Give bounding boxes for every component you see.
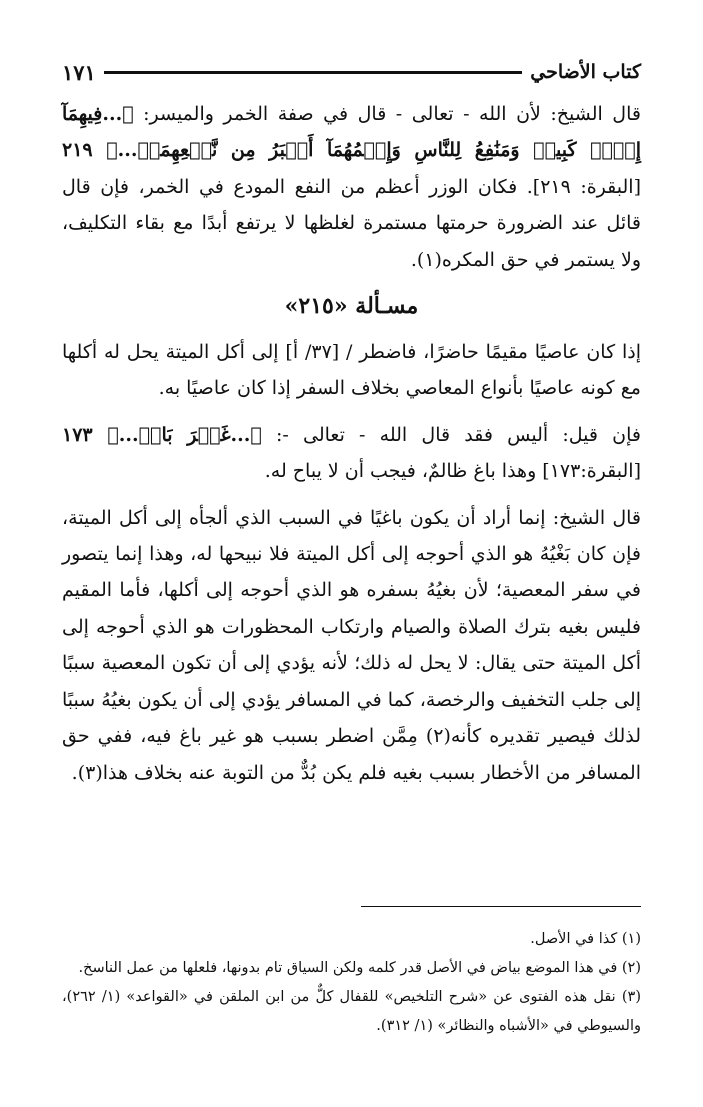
footnote-3: (٣) نقل هذه الفتوى عن «شرح التلخيص» للقفال كلٌّ من ابن الملقن في «القواعد» (١/ ٢٦٢)، والسيوطي في «الأشباه والنظائر» (١/ ٣١٢). [62, 989, 641, 1034]
page-number: ١٧١ [62, 59, 96, 85]
paragraph-gap-2 [62, 490, 641, 500]
paragraph-1-rest: [البقرة: ٢١٩]. فكان الوزر أعظم من النفع المودع في الخمر، فإن قال قائل عند الضرورة حرمتها مستمرة لغلظها لا يرتفع أبدًا مع بقاء التكليف، ولا يستمر في حق المكره(١). [62, 175, 641, 271]
header-rule [104, 71, 522, 74]
footnote-1: (١) كذا في الأصل. [530, 931, 641, 947]
paragraph-2: إذا كان عاصيًا مقيمًا حاضرًا، فاضطر / [٣٧/ أ] إلى أكل الميتة يحل له أكلها مع كونه عاصيًا بأنواع المعاصي بخلاف السفر إذا كان عاصيًا به. [62, 341, 641, 400]
paragraph-3 [62, 417, 641, 490]
footnotes [62, 925, 641, 1041]
footnote-separator [361, 906, 641, 907]
quran-verse-2: ﴿...غَيۡرَ بَاغٖ...﴾ ١٧٣ [62, 423, 262, 446]
running-header [62, 56, 641, 88]
footnote-2: (٢) في هذا الموضع بياض في الأصل قدر كلمه ولكن السياق تام بدونها، فلعلها من عمل الناسخ. [78, 960, 641, 976]
quran-verse-1: ﴿...فِيهِمَآ إِثۡمٞ كَبِيرٞ وَمَنَٰفِعُ لِلنَّاسِ وَإِثۡمُهُمَآ أَكۡبَرُ مِن نَّفۡعِهِمَاۗ...﴾ ٢١٩ [62, 103, 641, 162]
paragraph-3-rest: [البقرة:١٧٣] وهذا باغ ظالمٌ، فيجب أن لا يباح له. [264, 460, 641, 483]
paragraph-gap [62, 407, 641, 417]
paragraph-3-intro: فإن قيل: أليس فقد قال الله - تعالى -: [275, 423, 641, 446]
main-text [62, 96, 641, 791]
section-title: مسـألة «٢١٥» [284, 293, 419, 320]
book-title: كتاب الأضاحي [530, 61, 641, 83]
paragraph-1-intro: قال الشيخ: لأن الله - تعالى - قال في صفة الخمر والميسر: [143, 103, 641, 125]
paragraph-1 [62, 96, 641, 278]
paragraph-4: قال الشيخ: إنما أراد أن يكون باغيًا في السبب الذي ألجأه إلى أكل الميتة، فإن كان بَغْيُهُ هو الذي أحوجه إلى أكل الميتة فلا نبيحها له، وهذا إنما يتصور في سفر المعصية؛ لأن بغيُهُ بسفره هو الذي أحوجه إلى أكلها، فأما المقيم فليس بغيه بترك الصلاة والصيام وارتكاب المحظورات هو الذي أحوجه إلى أكل الميتة حتى يقال: لا يحل له ذلك؛ لأنه يؤدي إلى أن تكون المعصية سببًا إلى جلب التخفيف والرخصة، كما في المسافر يؤدي إلى أن يكون بغيُهُ سببًا لذلك فيصير تقديره كأنه(٢) مِمَّن اضطر بسبب هو غير باغ فيه، ففي حق المسافر من الأخطار بسبب بغيه فلم يكن بُدٌّ من التوبة عنه بخلاف هذا(٣). [62, 506, 641, 784]
